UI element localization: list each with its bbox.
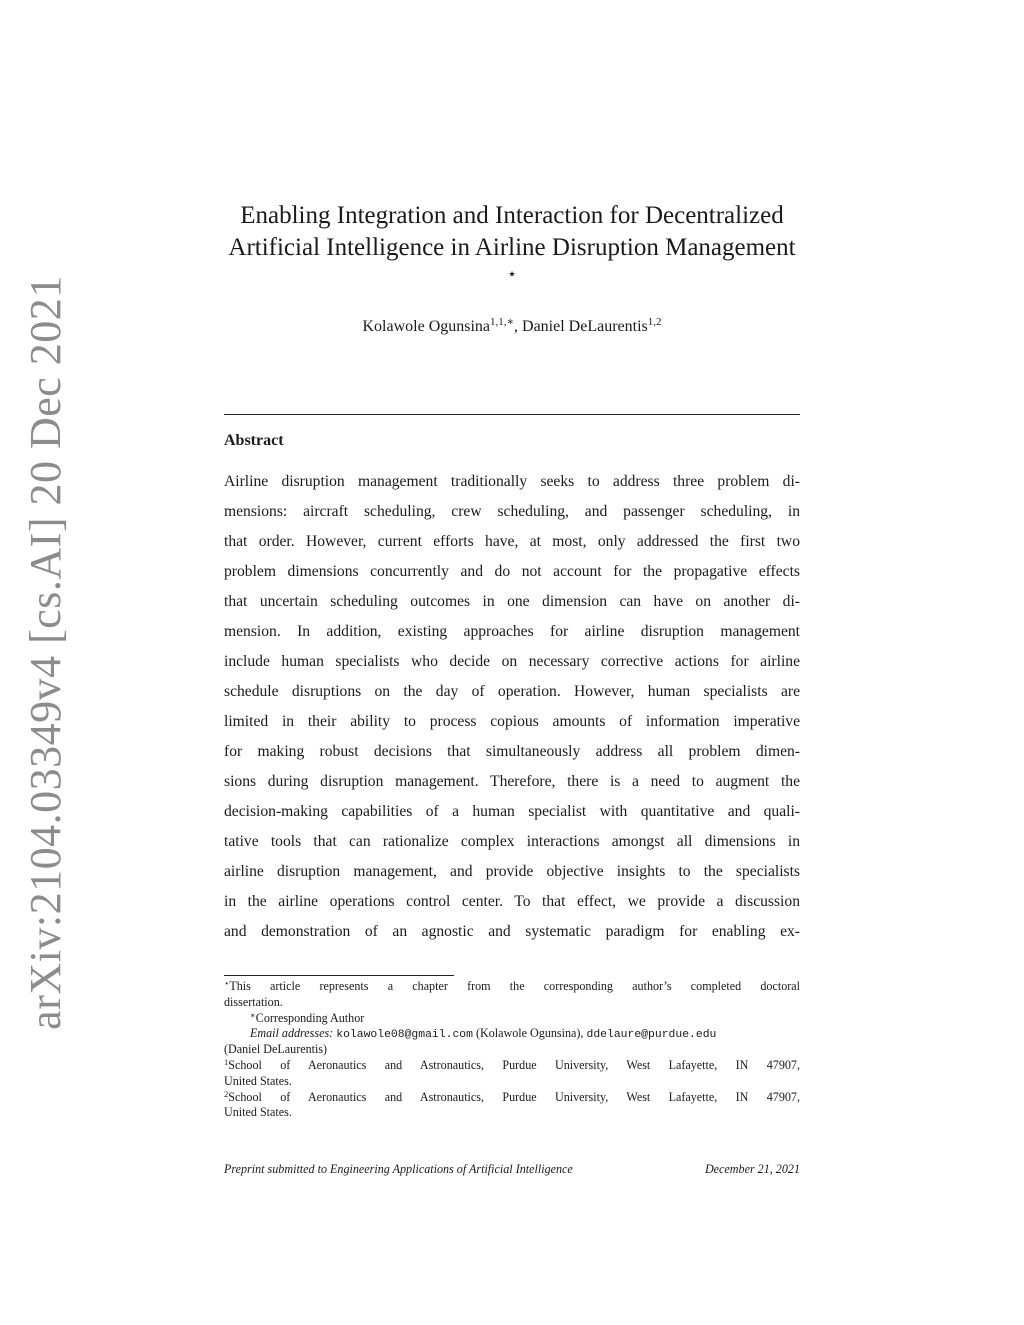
footnotes <box>224 979 800 1121</box>
arxiv-stamp <box>10 274 80 1030</box>
email-1-owner: (Kolawole Ogunsina), <box>475 1026 584 1041</box>
footnote-affiliation-1-line-2: United States. <box>224 1073 292 1088</box>
title-line-2: Artificial Intelligence in Airline Disruption Management <box>228 234 796 261</box>
author-separator: , <box>514 318 523 335</box>
footnote-star-line-2: dissertation. <box>224 994 283 1009</box>
abstract-line: airline disruption management, and provide objective insights to the specialists <box>224 863 800 880</box>
footnote-star-line-1 <box>224 979 800 995</box>
footnote-corresponding-text: Corresponding Author <box>255 1010 365 1025</box>
title-line-1: Enabling Integration and Interaction for Decentralized <box>240 202 784 229</box>
footnote-star-mark: ⋆ <box>224 978 230 988</box>
abstract-line: Airline disruption management traditionally seeks to address three problem di- <box>224 473 800 490</box>
author-1-name: Kolawole Ogunsina <box>362 318 491 335</box>
footnote-star-text: This article represents a chapter from the corresponding author’s completed doctoral <box>229 979 800 993</box>
footnote-affiliation-1-line-1 <box>224 1058 800 1074</box>
abstract-line: in the airline operations control center. To that effect, we provide a discussion <box>224 893 800 910</box>
footnote-corresponding <box>224 1011 800 1027</box>
affiliation-2-text: School of Aeronautics and Astronautics, Purdue University, West Lafayette, IN 47907, <box>228 1089 800 1104</box>
preprint-date: December 21, 2021 <box>704 1162 800 1176</box>
email-link-1[interactable]: kolawole08@gmail.com <box>336 1029 473 1042</box>
affiliation-1-text: School of Aeronautics and Astronautics, Purdue University, West Lafayette, IN 47907, <box>228 1057 800 1072</box>
abstract-line: that uncertain scheduling outcomes in one dimension can have on another di- <box>224 593 800 610</box>
preprint-journal: Preprint submitted to Engineering Applications of Artificial Intelligence <box>224 1162 573 1176</box>
abstract-line: for making robust decisions that simultaneously address all problem dimen- <box>224 743 800 760</box>
title-footnote-star: ⋆ <box>506 266 517 283</box>
email-label: Email addresses: <box>250 1026 334 1041</box>
abstract-line: schedule disruptions on the day of operation. However, human specialists are <box>224 683 800 700</box>
abstract-line: that order. However, current efforts have, at most, only addressed the first two <box>224 533 800 550</box>
abstract-heading: Abstract <box>224 432 284 449</box>
footnote-corresponding-mark: ∗ <box>250 1009 256 1020</box>
author-list <box>200 318 824 336</box>
footnote-affiliation-2-line-2: United States. <box>224 1105 292 1120</box>
abstract-line: include human specialists who decide on necessary corrective actions for airline <box>224 653 800 670</box>
abstract-line: and demonstration of an agnostic and systematic paradigm for enabling ex- <box>224 923 800 940</box>
abstract-body <box>224 467 800 947</box>
abstract-line: tative tools that can rationalize complex interactions amongst all dimensions in <box>224 833 800 850</box>
abstract-line: problem dimensions concurrently and do not account for the propagative effects <box>224 563 800 580</box>
affiliation-1-mark: 1 <box>224 1056 229 1067</box>
preprint-footer <box>224 1162 800 1177</box>
abstract-line: limited in their ability to process copious amounts of information imperative <box>224 713 800 730</box>
abstract-line: mensions: aircraft scheduling, crew scheduling, and passenger scheduling, in <box>224 503 800 520</box>
footnote-affiliation-2-line-1 <box>224 1090 800 1106</box>
footnote-email-line <box>224 1026 800 1042</box>
abstract-line: sions during disruption management. Therefore, there is a need to augment the <box>224 773 800 790</box>
abstract-top-rule <box>224 414 800 415</box>
author-2-affiliation-mark: 1,2 <box>647 316 662 328</box>
author-1-affiliation-mark: 1,1,∗ <box>490 316 515 328</box>
affiliation-2-mark: 2 <box>224 1088 229 1099</box>
abstract-line: decision-making capabilities of a human specialist with quantitative and quali- <box>224 803 800 820</box>
arxiv-id: arXiv:2104.03349v4 [cs.AI] 20 Dec 2021 <box>20 274 70 1030</box>
abstract-line: mension. In addition, existing approaches for airline disruption management <box>224 623 800 640</box>
email-link-2[interactable]: ddelaure@purdue.edu <box>586 1029 717 1042</box>
author-2-name: Daniel DeLaurentis <box>522 318 648 335</box>
paper-title <box>200 200 824 284</box>
footnote-rule <box>224 975 454 976</box>
email-2-owner: (Daniel DeLaurentis) <box>224 1042 328 1057</box>
